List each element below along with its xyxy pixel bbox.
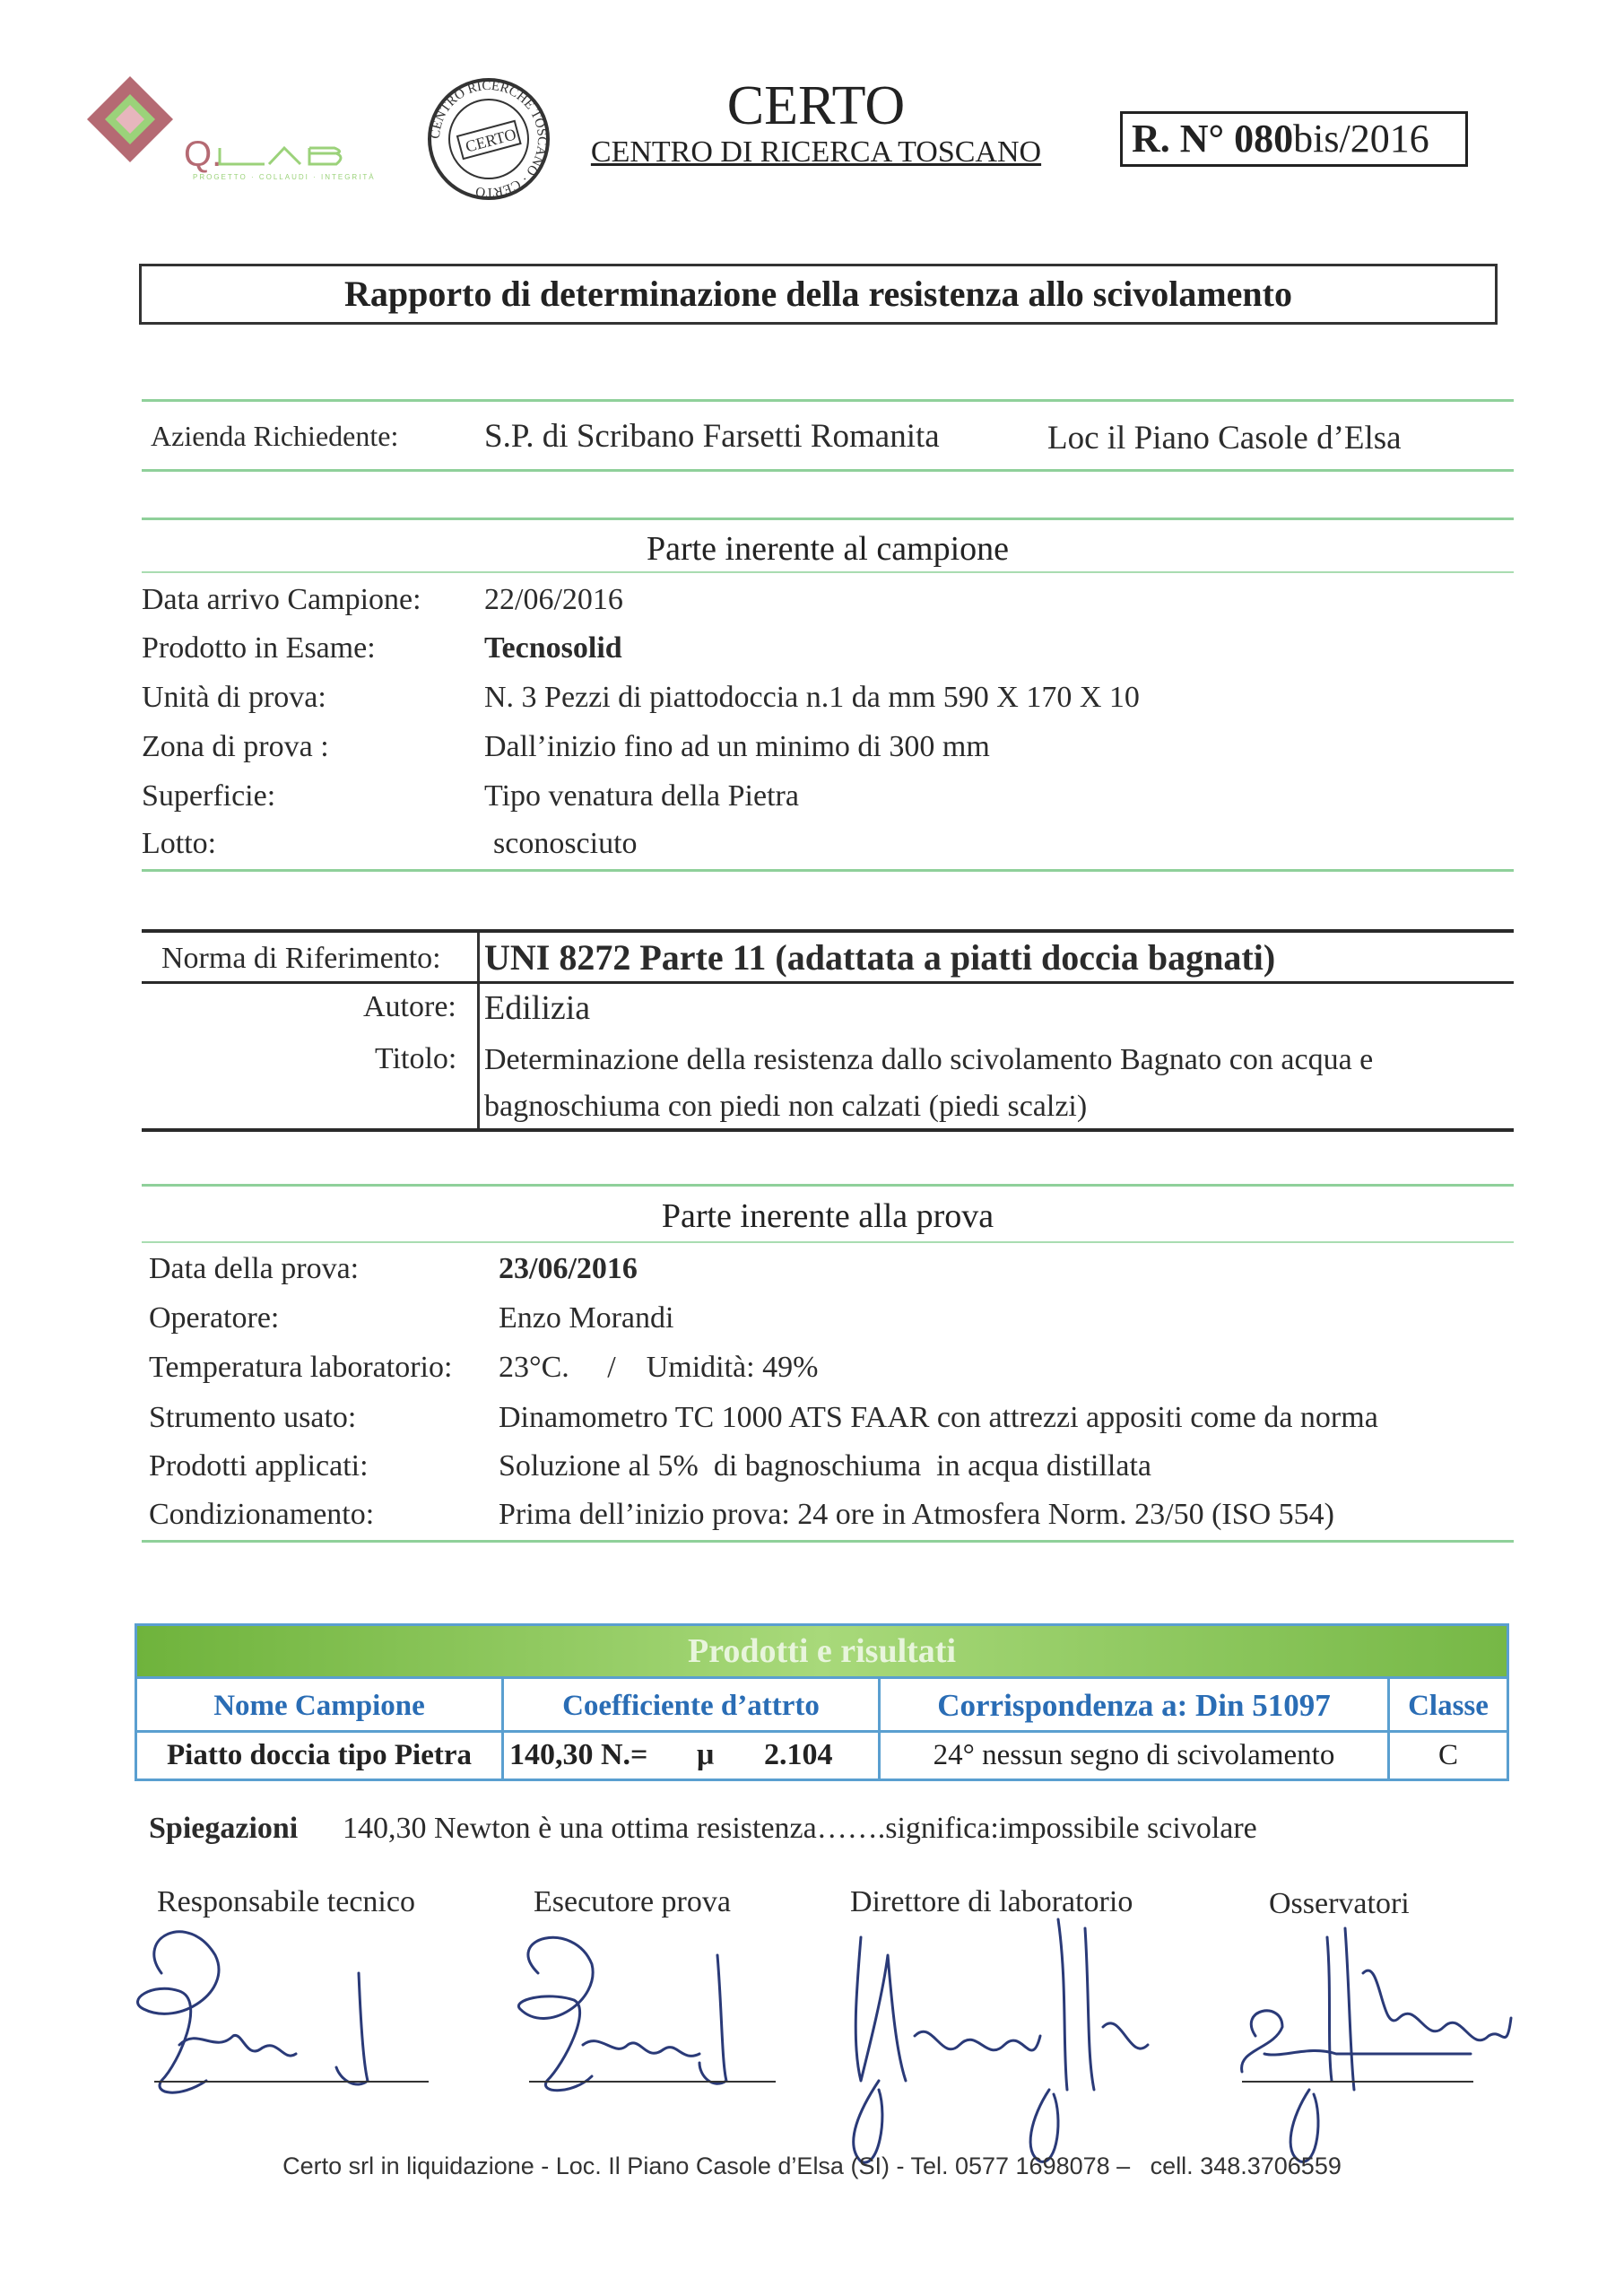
report-title: Rapporto di determinazione della resistenza allo scivolamento — [344, 274, 1292, 314]
results-header-name: Nome Campione — [213, 1690, 425, 1722]
test-row-label: Operatore: — [149, 1301, 280, 1335]
explanation-text: 140,30 Newton è una ottima resistenza…….significa:impossibile scivolare — [343, 1812, 1257, 1845]
author-label: Autore: — [363, 990, 456, 1023]
results-header-coefficient: Coefficiente d’attrto — [562, 1690, 820, 1722]
divider — [142, 981, 1514, 984]
results-cell-name: Piatto doccia tipo Pietra — [167, 1739, 472, 1771]
results-header-class: Classe — [1408, 1690, 1489, 1722]
signature-2 — [518, 1937, 726, 2090]
test-row-value: Soluzione al 5% di bagnoschiuma in acqua distillata — [499, 1449, 1151, 1483]
divider — [142, 399, 1514, 402]
test-heading: Parte inerente alla prova — [661, 1197, 994, 1235]
test-row-label: Condizionamento: — [149, 1498, 375, 1531]
results-mu-symbol: μ — [697, 1738, 715, 1771]
results-force: 140,30 N.= — [509, 1738, 648, 1771]
sample-row-value: Tipo venatura della Pietra — [484, 779, 799, 813]
org-block — [565, 76, 1067, 170]
sample-row-value: N. 3 Pezzi di piattodoccia n.1 da mm 590 X 170 X 10 — [484, 681, 1140, 714]
results-cell-class: C — [1437, 1739, 1458, 1771]
divider — [142, 869, 1514, 872]
svg-text:Q.: Q. — [184, 135, 222, 174]
footer: Certo srl in liquidazione - Loc. Il Piano Casole d’Elsa (SI) - Tel. 0577 1698078 – cell. 348.3706559 — [282, 2152, 1342, 2179]
norm-value: UNI 8272 Parte 11 (adattata a piatti doccia bagnati) — [484, 937, 1276, 978]
signatures-ink — [126, 1901, 1524, 2170]
sample-heading: Parte inerente al campione — [646, 530, 1010, 568]
divider — [142, 517, 1514, 520]
results-header-correspondence: Corrispondenza a: Din 51097 — [937, 1688, 1331, 1723]
test-row-label: Data della prova: — [149, 1252, 360, 1285]
divider — [142, 1540, 1514, 1543]
signature-3 — [854, 1919, 1148, 2162]
divider — [142, 929, 1514, 933]
sample-row-label: Unità di prova: — [142, 681, 326, 714]
sample-row-label: Superficie: — [142, 779, 276, 813]
sample-row-label: Zona di prova : — [142, 730, 329, 763]
sample-row-label: Data arrivo Campione: — [142, 583, 421, 616]
report-title-box — [139, 264, 1498, 325]
test-row-value: Enzo Morandi — [499, 1301, 674, 1335]
test-row-label: Temperatura laboratorio: — [149, 1351, 453, 1384]
applicant-name: S.P. di Scribano Farsetti Romanita — [484, 418, 940, 455]
applicant-label: Azienda Richiedente: — [151, 420, 399, 452]
test-row-value: Dinamometro TC 1000 ATS FAAR con attrezzi appositi come da norma — [499, 1401, 1378, 1434]
sample-row-label: Lotto: — [142, 827, 217, 860]
results-title-bar — [137, 1626, 1507, 1676]
signature-role: Osservatori — [1269, 1887, 1410, 1920]
report-number-box — [1120, 111, 1468, 167]
signature-role: Responsabile tecnico — [157, 1885, 415, 1918]
svg-text:CERTO: CERTO — [463, 125, 518, 156]
signature-4 — [1242, 1928, 1511, 2161]
stamp-ring-text: CENTRO RICERCHE TOSCANO · CERTO — [428, 78, 550, 200]
test-row-value: 23°C. / Umidità: 49% — [499, 1351, 819, 1384]
signature-line — [1242, 2081, 1473, 2083]
explanation-label: Spiegazioni — [149, 1812, 299, 1845]
applicant-location: Loc il Piano Casole d’Elsa — [1047, 420, 1402, 457]
results-table — [135, 1623, 1509, 1781]
test-row-label: Prodotti applicati: — [149, 1449, 369, 1483]
norm-label: Norma di Riferimento: — [161, 942, 441, 975]
sample-row-value: Dall’inizio fino ad un minimo di 300 mm — [484, 730, 990, 763]
divider — [142, 1241, 1514, 1243]
test-row-value: Prima dell’inizio prova: 24 ore in Atmosfera Norm. 23/50 (ISO 554) — [499, 1498, 1334, 1531]
certo-stamp — [421, 76, 556, 202]
lab-logo-icon — [85, 76, 390, 184]
lab-logo — [85, 76, 390, 184]
test-row-label: Strumento usato: — [149, 1401, 357, 1434]
sample-row-label: Prodotto in Esame: — [142, 631, 376, 665]
sample-row-value: sconosciuto — [493, 827, 638, 860]
norm-vertical-rule — [477, 933, 480, 1128]
signature-line — [529, 2081, 776, 2083]
test-row-value: 23/06/2016 — [499, 1252, 638, 1285]
stamp-icon — [421, 76, 556, 202]
signature-role: Direttore di laboratorio — [850, 1885, 1133, 1918]
org-name: CERTO — [726, 75, 906, 136]
results-title: Prodotti e risultati — [687, 1632, 957, 1670]
report-number-prefix: R. N° 080 — [1132, 117, 1294, 161]
divider — [142, 571, 1514, 573]
sample-row-value: 22/06/2016 — [484, 583, 623, 616]
divider — [142, 1184, 1514, 1187]
org-subtitle: CENTRO DI RICERCA TOSCANO — [590, 135, 1042, 169]
results-cell-correspondence: 24° nessun segno di scivolamento — [933, 1739, 1335, 1771]
sample-row-value: Tecnosolid — [484, 631, 622, 665]
norm-title-line2: bagnoschiuma con piedi non calzati (piedi scalzi) — [484, 1090, 1088, 1123]
report-number-suffix: bis/2016 — [1293, 117, 1429, 161]
signature-line — [154, 2081, 429, 2083]
signature-1 — [138, 1932, 368, 2092]
lab-logo-subtext: PROGETTO · COLLAUDI · INTEGRITÀ — [193, 173, 376, 181]
norm-title-label: Titolo: — [375, 1042, 457, 1075]
divider — [142, 1128, 1514, 1132]
author-value: Edilizia — [484, 989, 591, 1027]
signature-role: Esecutore prova — [534, 1885, 731, 1918]
norm-title-line1: Determinazione della resistenza dallo scivolamento Bagnato con acqua e — [484, 1043, 1374, 1076]
divider — [142, 469, 1514, 472]
results-mu-value: 2.104 — [764, 1738, 833, 1771]
